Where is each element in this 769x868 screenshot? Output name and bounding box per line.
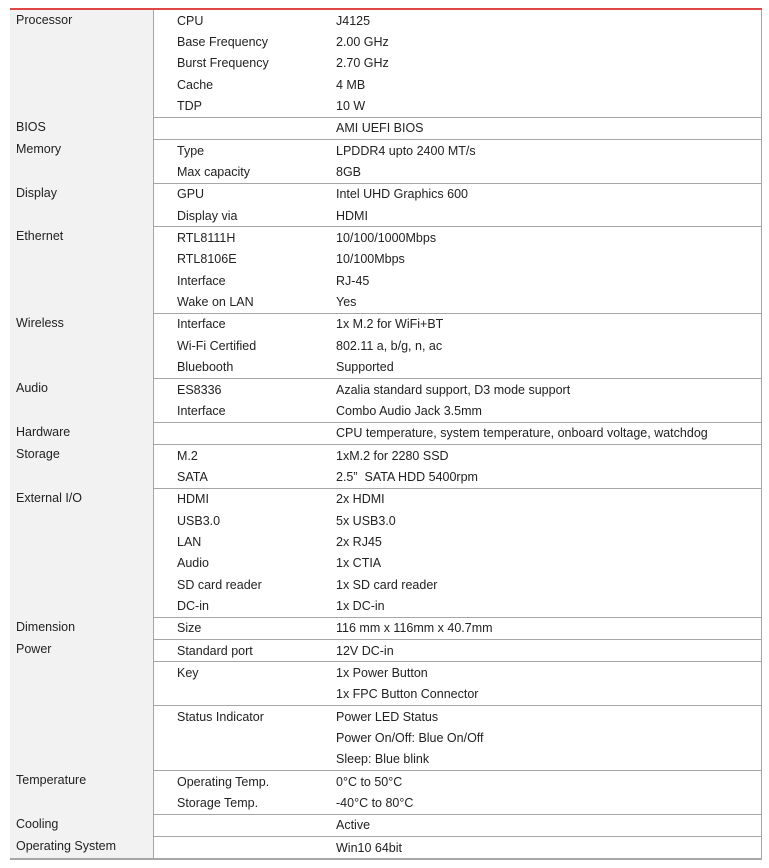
- row-subitem-label: Size: [177, 621, 202, 636]
- row-subitem-label: Base Frequency: [177, 35, 269, 50]
- section-rows: [153, 814, 762, 836]
- spec-section: [10, 770, 762, 814]
- row-value: 1x FPC Button Connector: [336, 687, 479, 702]
- row-value: 10/100/1000Mbps: [336, 231, 437, 246]
- table-row: [154, 640, 761, 661]
- table-row: [154, 227, 761, 248]
- section-rows: [153, 705, 762, 770]
- row-value: 10/100Mbps: [336, 252, 405, 267]
- row-subitem-label: Max capacity: [177, 165, 250, 180]
- row-subitem-label: Key: [177, 665, 199, 680]
- category-label: Cooling: [16, 816, 59, 831]
- category-label: [16, 661, 153, 682]
- category-cell: [10, 10, 153, 117]
- section-rows: [153, 617, 762, 639]
- row-subitem-label: Audio: [177, 556, 209, 571]
- row-subitem-label: Operating Temp.: [177, 774, 270, 789]
- table-row: [154, 161, 761, 182]
- spec-section: [10, 836, 762, 858]
- table-row: [154, 291, 761, 312]
- spec-section: [10, 183, 762, 227]
- row-subitem-label: RTL8111H: [177, 231, 236, 246]
- table-row: [154, 595, 761, 616]
- table-row: [154, 837, 761, 858]
- category-label: Dimension: [16, 619, 76, 634]
- row-subitem-label: Wi-Fi Certified: [177, 338, 257, 353]
- table-row: [154, 684, 761, 705]
- table-row: [154, 466, 761, 487]
- spec-section: [10, 117, 762, 139]
- row-value: 2.00 GHz: [336, 35, 389, 50]
- table-row: [154, 95, 761, 116]
- spec-section: [10, 639, 762, 661]
- row-subitem-label: GPU: [177, 187, 205, 202]
- spec-section: [10, 10, 762, 117]
- category-cell: [10, 836, 153, 858]
- category-cell: [10, 617, 153, 639]
- row-value: 1xM.2 for 2280 SSD: [336, 448, 449, 463]
- category-label: Display: [16, 185, 57, 200]
- table-row: [154, 314, 761, 335]
- spec-section: [10, 444, 762, 488]
- table-row: [154, 140, 761, 161]
- row-value: Power On/Off: Blue On/Off: [336, 731, 484, 746]
- category-label: Ethernet: [16, 229, 64, 244]
- section-rows: [153, 226, 762, 312]
- row-value: 1x CTIA: [336, 556, 382, 571]
- row-value: 116 mm x 116mm x 40.7mm: [336, 621, 493, 636]
- row-value: LPDDR4 upto 2400 MT/s: [336, 143, 476, 158]
- row-value: CPU temperature, system temperature, onboard voltage, watchdog: [336, 426, 708, 441]
- row-value: 5x USB3.0: [336, 513, 396, 528]
- row-subitem-label: DC-in: [177, 598, 209, 613]
- table-row: [154, 815, 761, 836]
- section-rows: [153, 117, 762, 139]
- table-row: [154, 118, 761, 139]
- row-subitem-label: Interface: [177, 317, 226, 332]
- section-rows: [153, 183, 762, 227]
- section-rows: [153, 10, 762, 117]
- section-rows: [153, 488, 762, 617]
- row-subitem-label: Interface: [177, 273, 226, 288]
- section-rows: [153, 661, 762, 705]
- row-value: 2.5” SATA HDD 5400rpm: [336, 469, 478, 484]
- spec-section: [10, 313, 762, 378]
- row-subitem-label: ES8336: [177, 382, 222, 397]
- row-subitem-label: Bluebooth: [177, 360, 234, 375]
- row-subitem-label: Wake on LAN: [177, 295, 254, 310]
- row-value: Active: [336, 818, 371, 833]
- row-value: HDMI: [336, 208, 368, 223]
- category-label: External I/O: [16, 490, 82, 505]
- row-value: 12V DC-in: [336, 643, 394, 658]
- category-cell: [10, 422, 153, 444]
- category-cell: [10, 313, 153, 378]
- row-value: Win10 64bit: [336, 840, 403, 855]
- row-value: Azalia standard support, D3 mode support: [336, 382, 571, 397]
- row-subitem-label: Interface: [177, 403, 226, 418]
- row-subitem-label: M.2: [177, 448, 198, 463]
- category-label: Memory: [16, 142, 62, 157]
- category-label: Temperature: [16, 773, 87, 788]
- table-row: [154, 184, 761, 205]
- section-rows: [153, 313, 762, 378]
- row-subitem-label: SD card reader: [177, 577, 262, 592]
- category-cell: [10, 705, 153, 770]
- row-subitem-label: TDP: [177, 99, 202, 114]
- section-rows: [153, 770, 762, 814]
- category-cell: [10, 444, 153, 488]
- category-cell: [10, 639, 153, 661]
- table-row: [154, 205, 761, 226]
- row-value: 2x RJ45: [336, 534, 382, 549]
- row-subitem-label: CPU: [177, 13, 204, 28]
- table-row: [154, 662, 761, 683]
- table-row: [154, 531, 761, 552]
- row-value: Supported: [336, 360, 394, 375]
- spec-section: [10, 422, 762, 444]
- row-subitem-label: HDMI: [177, 492, 209, 507]
- table-row: [154, 249, 761, 270]
- row-value: J4125: [336, 13, 371, 28]
- table-row: [154, 74, 761, 95]
- table-row: [154, 270, 761, 291]
- section-rows: [153, 639, 762, 661]
- table-row: [154, 357, 761, 378]
- row-value: 1x Power Button: [336, 665, 428, 680]
- table-row: [154, 706, 761, 727]
- table-row: [154, 749, 761, 770]
- row-value: Combo Audio Jack 3.5mm: [336, 403, 482, 418]
- row-value: Yes: [336, 295, 357, 310]
- spec-section: [10, 705, 762, 770]
- category-label: BIOS: [16, 119, 46, 134]
- table-row: [154, 10, 761, 31]
- section-rows: [153, 422, 762, 444]
- section-rows: [153, 139, 762, 183]
- table-row: [154, 489, 761, 510]
- row-subitem-label: Burst Frequency: [177, 56, 269, 71]
- row-value: 8GB: [336, 165, 362, 180]
- table-row: [154, 445, 761, 466]
- spec-section: [10, 226, 762, 312]
- table-row: [154, 53, 761, 74]
- row-value: 2x HDMI: [336, 492, 385, 507]
- table-row: [154, 510, 761, 531]
- table-row: [154, 335, 761, 356]
- row-value: 802.11 a, b/g, n, ac: [336, 338, 443, 353]
- spec-section: [10, 617, 762, 639]
- category-cell: [10, 814, 153, 836]
- row-value: 1x SD card reader: [336, 577, 438, 592]
- table-row: [154, 727, 761, 748]
- table-row: [154, 553, 761, 574]
- spec-section: [10, 378, 762, 422]
- category-cell: [10, 183, 153, 227]
- category-label: Processor: [16, 13, 73, 27]
- table-row: [154, 574, 761, 595]
- section-rows: [153, 444, 762, 488]
- row-value: 4 MB: [336, 77, 366, 92]
- row-subitem-label: Status Indicator: [177, 709, 264, 724]
- category-cell: [10, 226, 153, 312]
- row-subitem-label: Standard port: [177, 643, 253, 658]
- row-value: Power LED Status: [336, 709, 439, 724]
- spec-table: [10, 8, 762, 860]
- row-subitem-label: SATA: [177, 469, 208, 484]
- spec-section: [10, 661, 762, 705]
- row-subitem-label: USB3.0: [177, 513, 221, 528]
- category-label: Wireless: [16, 315, 64, 330]
- category-cell: [10, 117, 153, 139]
- row-value: 1x DC-in: [336, 598, 385, 613]
- spec-section: [10, 814, 762, 836]
- row-subitem-label: Type: [177, 143, 205, 158]
- row-subitem-label: RTL8106E: [177, 252, 237, 267]
- row-subitem-label: Cache: [177, 77, 214, 92]
- table-row: [154, 792, 761, 813]
- row-value: 2.70 GHz: [336, 56, 389, 71]
- row-value: AMI UEFI BIOS: [336, 121, 424, 136]
- table-row: [154, 771, 761, 792]
- category-label: Power: [16, 641, 52, 656]
- table-row: [154, 31, 761, 52]
- category-cell: [10, 139, 153, 183]
- spec-section: [10, 139, 762, 183]
- section-rows: [153, 378, 762, 422]
- category-label: Audio: [16, 380, 48, 395]
- row-subitem-label: Storage Temp.: [177, 796, 259, 811]
- row-value: 0°C to 50°C: [336, 774, 403, 789]
- table-row: [154, 423, 761, 444]
- category-label: Storage: [16, 446, 60, 461]
- row-subitem-label: LAN: [177, 534, 202, 549]
- row-subitem-label: Display via: [177, 208, 238, 223]
- table-row: [154, 379, 761, 400]
- row-value: 10 W: [336, 99, 366, 114]
- category-label: Hardware: [16, 424, 71, 439]
- category-label: [16, 705, 153, 726]
- row-value: Sleep: Blue blink: [336, 752, 430, 767]
- table-row: [154, 400, 761, 421]
- category-cell: [10, 770, 153, 814]
- category-cell: [10, 488, 153, 617]
- row-value: Intel UHD Graphics 600: [336, 187, 469, 202]
- section-rows: [153, 836, 762, 858]
- row-value: -40°C to 80°C: [336, 796, 414, 811]
- table-row: [154, 618, 761, 639]
- category-cell: [10, 378, 153, 422]
- row-value: 1x M.2 for WiFi+BT: [336, 317, 444, 332]
- category-label: Operating System: [16, 839, 117, 854]
- category-cell: [10, 661, 153, 705]
- spec-section: [10, 488, 762, 617]
- row-value: RJ-45: [336, 273, 370, 288]
